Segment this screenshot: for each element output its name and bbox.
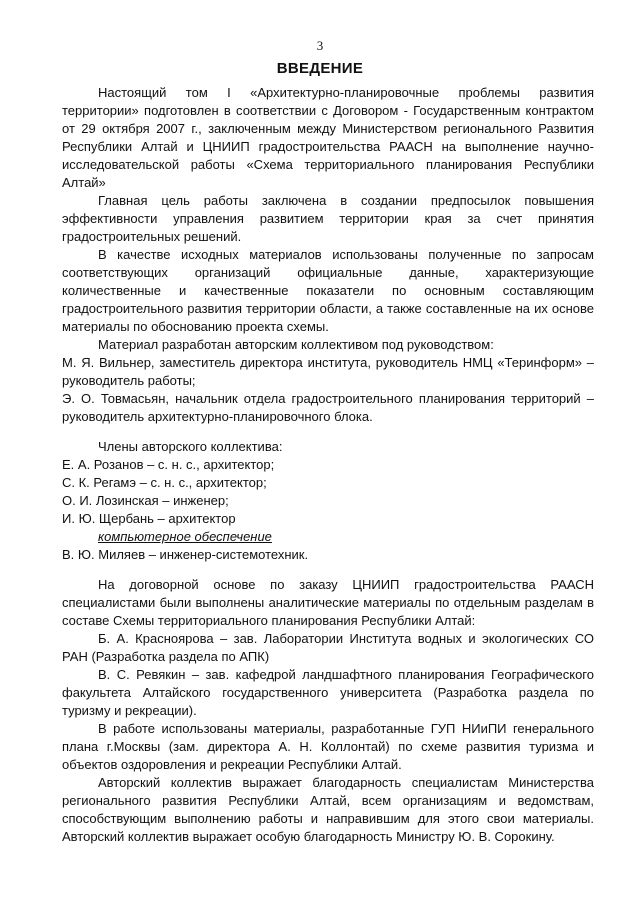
- contract-paragraph: В. С. Ревякин – зав. кафедрой ландшафтного планирования Географического факультета Алтайского государственного университета (Разработка раздела по туризму и рекреации).: [62, 667, 594, 718]
- software-heading: компьютерное обеспечение: [98, 529, 272, 544]
- page-number: 3: [316, 38, 324, 53]
- team-member: О. И. Лозинская – инженер;: [62, 493, 229, 508]
- software-member: В. Ю. Миляев – инженер-системотехник.: [62, 547, 309, 562]
- team-heading: Члены авторского коллектива:: [98, 439, 283, 454]
- contract-paragraph: Б. А. Красноярова – зав. Лаборатории Института водных и экологических СО РАН (Разработка раздела по АПК): [62, 631, 594, 664]
- contract-paragraph: На договорной основе по заказу ЦНИИП градостроительства РААСН специалистами были выполнены аналитические материалы по отдельным разделам в составе Схемы территориального планирования Республики Алтай:: [62, 577, 594, 628]
- sources-paragraph: В качестве исходных материалов использованы полученные по запросам соответствующих организаций официальные данные, характеризующие количественные и качественные показатели по основным составляющим градостроительного развития территории области, а также составленные на их основе материалы по обоснованию проекта схемы.: [62, 247, 594, 334]
- goal-paragraph: Главная цель работы заключена в создании предпосылок повышения эффективности управления развитием территории края за счет принятия градостроительных решений.: [62, 193, 594, 244]
- lead-author-paragraph: М. Я. Вильнер, заместитель директора института, руководитель НМЦ «Теринформ» – руководитель работы;: [62, 355, 594, 388]
- team-member: И. Ю. Щербань – архитектор: [62, 511, 236, 526]
- team-member: Е. А. Розанов – с. н. с., архитектор;: [62, 457, 275, 472]
- team-member: С. К. Регамэ – с. н. с., архитектор;: [62, 475, 267, 490]
- document-body: [62, 84, 594, 846]
- authors-intro-paragraph: Материал разработан авторским коллективом под руководством:: [98, 337, 494, 352]
- intro-paragraph: Настоящий том I «Архитектурно-планировочные проблемы развития территории» подготовлен в соответствии с Договором - Государственным контрактом от 29 октября 2007 г., заключенным между Министерством регионального Развития Республики Алтай и ЦНИИП градостроительства РААСН на выполнение научно-исследовательской работы «Схема территориального планирования Республики Алтай»: [62, 85, 594, 190]
- contract-paragraph: В работе использованы материалы, разработанные ГУП НИиПИ генерального плана г.Москвы (зам. директора А. Н. Коллонтай) по схеме развития туризма и объектов оздоровления и рекреации Республики Алтай.: [62, 721, 594, 772]
- acknowledgement-paragraph: Авторский коллектив выражает благодарность специалистам Министерства регионального развития Республики Алтай, всем организациям и ведомствам, способствующим выполнению работы и направившим для этого свои материалы. Авторский коллектив выражает особую благодарность Министру Ю. В. Сорокину.: [62, 775, 594, 844]
- spacer: [62, 426, 594, 438]
- block-lead-paragraph: Э. О. Товмасьян, начальник отдела градостроительного планирования территорий – руководитель архитектурно-планировочного блока.: [62, 391, 594, 424]
- spacer: [62, 564, 594, 576]
- software-heading-line: [62, 528, 594, 546]
- page-title: ВВЕДЕНИЕ: [276, 60, 364, 77]
